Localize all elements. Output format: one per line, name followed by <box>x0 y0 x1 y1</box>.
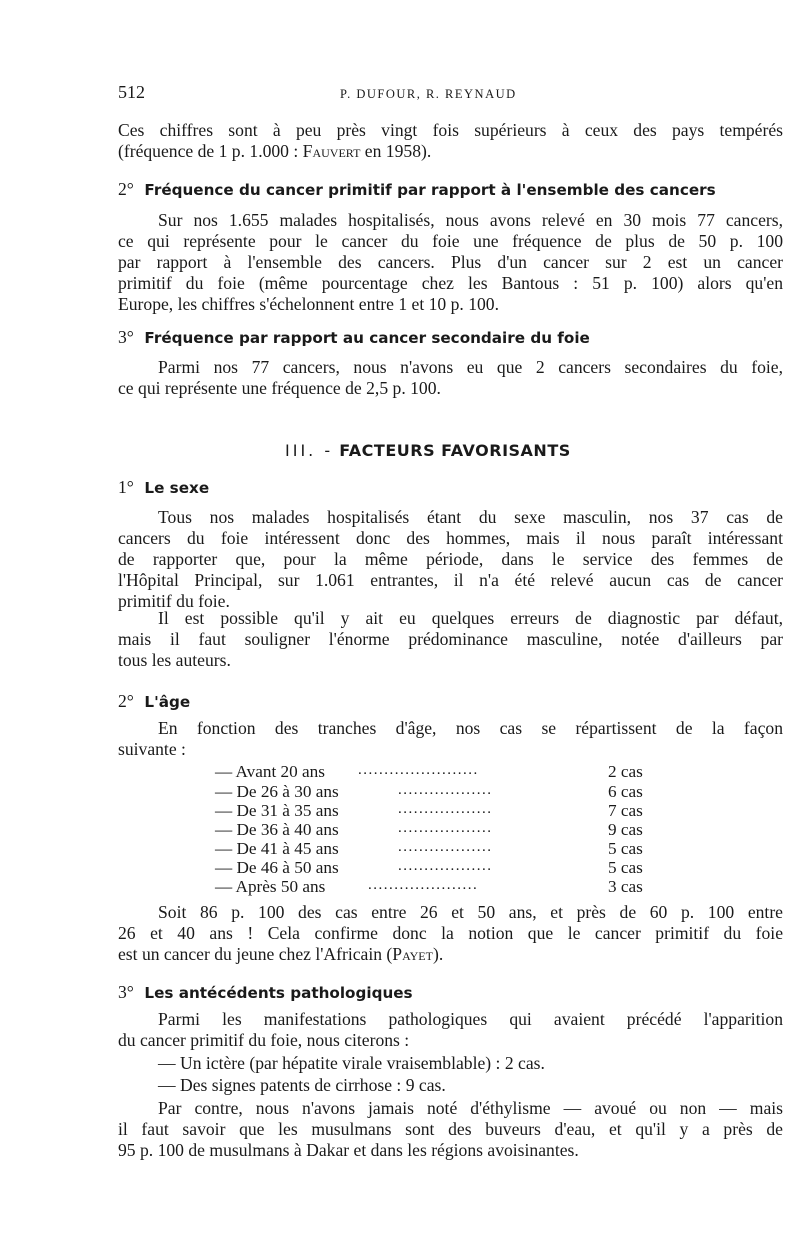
paragraph-antecedents-intro <box>118 1009 783 1051</box>
paragraph-antecedents-closing <box>118 1098 783 1161</box>
text-line: Tous nos malades hospitalisés étant du sexe masculin, nos 37 cas de <box>158 507 783 527</box>
text-line: (fréquence de 1 p. 1.000 : Fauvert en 1958). <box>118 141 432 161</box>
list-item: — De 31 à 35 ans .................. 7 cas <box>215 801 643 820</box>
text-line: mais il faut souligner l'énorme prédominance masculine, notée d'ailleurs par <box>118 629 783 649</box>
paragraph-intro <box>118 120 783 162</box>
text-line: Ces chiffres sont à peu près vingt fois supérieurs à ceux des pays tempérés <box>118 120 783 140</box>
paragraph-section2 <box>118 210 783 315</box>
text-line: Sur nos 1.655 malades hospitalisés, nous avons relevé en 30 mois 77 cancers, <box>158 210 783 230</box>
text-line: cancers du foie intéressent donc des hommes, mais il nous paraît intéressant <box>118 528 783 548</box>
text-line: 95 p. 100 de musulmans à Dakar et dans les régions avoisinantes. <box>118 1140 579 1160</box>
text-line: il faut savoir que les musulmans sont des buveurs d'eau, et qu'il y a près de <box>118 1119 783 1139</box>
text-line: du cancer primitif du foie, nous citerons : <box>118 1030 410 1050</box>
text-line: Il est possible qu'il y ait eu quelques erreurs de diagnostic par défaut, <box>158 608 783 628</box>
text-line: Parmi nos 77 cancers, nous n'avons eu que 2 cancers secondaires du foie, <box>158 357 783 377</box>
list-item: — Après 50 ans ..................... 3 cas <box>215 877 643 896</box>
text-line: suivante : <box>118 739 186 759</box>
list-item: — De 36 à 40 ans .................. 9 cas <box>215 820 643 839</box>
text-line: Parmi les manifestations pathologiques qui avaient précédé l'apparition <box>158 1009 783 1029</box>
text-line: ce qui représente pour le cancer du foie une fréquence de plus de 50 p. 100 <box>118 231 783 251</box>
list-item: — Avant 20 ans ....................... 2 cas <box>215 762 643 781</box>
section-heading-sexe: 1° Le sexe <box>118 477 210 497</box>
paragraph-section3 <box>118 357 783 399</box>
part-title: III. - FACTEURS FAVORISANTS <box>285 441 571 460</box>
antecedent-item: — Un ictère (par hépatite virale vraisemblable) : 2 cas. <box>158 1053 545 1073</box>
section-heading-frequency-total: 2° Fréquence du cancer primitif par rapport à l'ensemble des cancers <box>118 179 716 199</box>
page-number: 512 <box>118 82 145 102</box>
paragraph-sexe-1 <box>118 507 783 612</box>
text-line: tous les auteurs. <box>118 650 231 670</box>
text-line: Europe, les chiffres s'échelonnent entre 1 et 10 p. 100. <box>118 294 499 314</box>
text-line: est un cancer du jeune chez l'Africain (Payet). <box>118 944 444 964</box>
author-name: Payet <box>392 944 433 964</box>
list-item: — De 46 à 50 ans .................. 5 cas <box>215 858 643 877</box>
section-heading-age: 2° L'âge <box>118 691 191 711</box>
paragraph-age-conclusion <box>118 902 783 965</box>
paragraph-sexe-2 <box>118 608 783 671</box>
text-line: Par contre, nous n'avons jamais noté d'éthylisme — avoué ou non — mais <box>158 1098 783 1118</box>
list-item: — De 26 à 30 ans .................. 6 cas <box>215 782 643 801</box>
text-line: de rapporter que, pour la même période, dans le service des femmes de <box>118 549 783 569</box>
text-line: l'Hôpital Principal, sur 1.061 entrantes, il n'a été relevé aucun cas de cancer <box>118 570 783 590</box>
text-line: primitif du foie. <box>118 591 230 611</box>
text-line: Soit 86 p. 100 des cas entre 26 et 50 ans, et près de 60 p. 100 entre <box>158 902 783 922</box>
running-title: P. DUFOUR, R. REYNAUD <box>340 87 517 101</box>
text-line: ce qui représente une fréquence de 2,5 p. 100. <box>118 378 441 398</box>
text-line: 26 et 40 ans ! Cela confirme donc la notion que le cancer primitif du foie <box>118 923 783 943</box>
section-heading-antecedents: 3° Les antécédents pathologiques <box>118 982 413 1002</box>
list-item: — De 41 à 45 ans .................. 5 cas <box>215 839 643 858</box>
text-line: primitif du foie (même pourcentage chez les Bantous : 51 p. 100) alors qu'en <box>118 273 783 293</box>
antecedent-item: — Des signes patents de cirrhose : 9 cas. <box>158 1075 446 1095</box>
author-name: Fauvert <box>302 141 361 161</box>
section-heading-frequency-secondary: 3° Fréquence par rapport au cancer secondaire du foie <box>118 327 590 347</box>
text-line: En fonction des tranches d'âge, nos cas se répartissent de la façon <box>158 718 783 738</box>
paragraph-age-intro <box>118 718 783 760</box>
text-line: par rapport à l'ensemble des cancers. Plus d'un cancer sur 2 est un cancer <box>118 252 783 272</box>
